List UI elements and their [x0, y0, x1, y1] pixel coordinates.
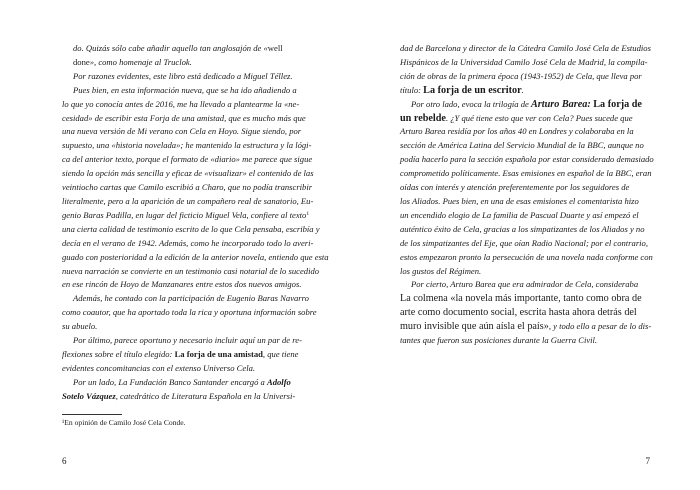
- text-line: [62, 125, 304, 139]
- text-span: en ese rincón de Hoyo de Manzanares entre estos dos nuevos amigos.: [62, 279, 302, 290]
- text-line: [62, 251, 329, 265]
- text-span: Por último, parece oportuno y necesario incluir aquí un par de re-: [73, 335, 302, 346]
- text-line: [62, 278, 304, 292]
- text-span: veintiocho cartas que Camilo escribió a Charo, que no podía transcribir: [62, 182, 313, 193]
- text-line: [400, 251, 653, 265]
- text-span: . ¿Y qué tiene esto que ver con Cela? Pues sucede que: [445, 112, 633, 123]
- text-span: título:: [400, 84, 424, 95]
- text-line: [400, 56, 648, 70]
- text-span: de los simpatizantes del Eje, que oían Radio Nacional; por el contrario,: [400, 237, 649, 248]
- text-span: 1: [306, 210, 310, 217]
- text-span: do. Quizás sólo cabe añadir aquello tan anglosajón de «: [73, 43, 268, 53]
- text-line: [62, 153, 313, 167]
- text-span: flexiones sobre el título elegido:: [62, 348, 175, 359]
- text-line: [400, 306, 642, 320]
- text-span: guado con posterioridad a la edición de la anterior novela, entiendo que esta: [62, 251, 329, 262]
- text-line: [62, 265, 320, 279]
- text-line: [400, 153, 654, 167]
- text-line: [62, 237, 314, 251]
- text-line: [400, 42, 651, 56]
- page-number-left: 6: [62, 456, 67, 466]
- text-line: [400, 112, 642, 126]
- text-span: dad de Barcelona y director de la Cátedra Camilo José Cela de Estudios: [400, 43, 651, 53]
- text-span: La forja de una amistad: [174, 348, 263, 359]
- text-span: un rebelde: [400, 112, 446, 124]
- text-line: [62, 139, 312, 153]
- text-span: muro invisible que aún aísla el país»: [400, 321, 549, 333]
- left-page-text: [62, 42, 329, 404]
- text-span: La forja de: [593, 98, 642, 110]
- text-span: genio Baras Padilla, en lugar del ficticio Miguel Vela, confiere al texto: [62, 209, 307, 220]
- text-span: Adolfo: [266, 376, 291, 387]
- text-line: [400, 84, 642, 98]
- text-line: [62, 56, 304, 70]
- text-span: literalmente, pero a la aparición de un compañero real de sanatorio, Eu-: [62, 195, 314, 206]
- text-span: ción de obras de la primera época (1943-1952) de Cela, que lleva por: [400, 70, 642, 81]
- text-line: [62, 112, 304, 126]
- text-line: [400, 265, 642, 279]
- right-page: [350, 0, 700, 490]
- text-span: Arturo Barea residía por los años 40 en Londres y colaboraba en la: [400, 126, 634, 137]
- text-span: auténtico éxito de Cela, gracias a los simpatizantes de los Aliados y no: [400, 223, 645, 234]
- text-span: La forja de un escritor: [423, 84, 522, 96]
- text-line: [62, 390, 304, 404]
- text-line: [62, 292, 309, 306]
- text-line: [400, 139, 642, 153]
- text-span: su abuelo.: [62, 321, 98, 332]
- text-span: una cierta calidad de testimonio escrito de lo que Cela pensaba, escribía y: [62, 223, 320, 234]
- text-span: estos empezaron pronto la persecución de una novela nada conforme con: [400, 251, 653, 262]
- text-span: arte como documento social, escrita hasta ahora detrás del: [400, 307, 637, 319]
- text-span: La colmena «la novela más importante, tanto como obra de: [400, 293, 642, 305]
- text-line: [62, 320, 304, 334]
- text-span: Pues bien, en esta información nueva, que se ha ido añadiendo a: [73, 84, 297, 95]
- text-line: [62, 181, 313, 195]
- text-span: decía en el verano de 1942. Además, como he incorporado todo lo averi-: [62, 237, 314, 248]
- text-span: podía hacerlo para la sección española por estar considerado demasiado: [400, 154, 654, 165]
- text-line: [400, 292, 642, 306]
- footnote: ¹En opinión de Camilo José Cela Conde.: [62, 418, 186, 427]
- text-line: [400, 334, 642, 348]
- text-span: tantes que fueron sus posiciones durante la Guerra Civil.: [400, 335, 598, 346]
- text-span: », como homenaje al Truclok.: [89, 56, 192, 67]
- text-line: [400, 167, 652, 181]
- text-span: nueva narración se convierte en un testimonio casi notarial de lo sucedido: [62, 265, 320, 276]
- text-line: [62, 223, 320, 237]
- text-span: Por un lado, La Fundación Banco Santander encargó a: [73, 376, 267, 387]
- text-line: [62, 70, 304, 84]
- text-line: [62, 167, 314, 181]
- text-span: Además, he contado con la participación de Eugenio Baras Navarro: [73, 293, 309, 304]
- text-span: done: [73, 56, 90, 67]
- text-span: Hispánicos de la Universidad Camilo José Cela de Madrid, la compila-: [400, 56, 648, 67]
- text-span: siendo la opción más sencilla y eficaz de «visualizar» el contenido de las: [62, 168, 314, 179]
- text-line: [400, 237, 649, 251]
- text-line: [62, 209, 310, 223]
- text-span: Por cierto, Arturo Barea que era admirador de Cela, consideraba: [411, 279, 639, 290]
- text-span: , catedrático de Literatura Española en la Universi-: [115, 390, 296, 401]
- text-line: [62, 306, 317, 320]
- text-span: supuesto, una «historia novelada»; he mantenido la estructura y la lógi-: [62, 140, 312, 151]
- text-line: [62, 362, 304, 376]
- text-span: una nueva versión de Mi verano con Cela en Hoyo. Sigue siendo, por: [62, 126, 302, 137]
- text-span: Arturo Barea:: [530, 98, 594, 110]
- text-span: , que tiene: [262, 348, 299, 359]
- text-line: [62, 376, 304, 390]
- text-span: Por otro lado, evoca la trilogía de: [411, 98, 531, 109]
- text-span: .: [521, 84, 524, 95]
- text-line: [400, 70, 642, 84]
- text-line: [62, 42, 304, 56]
- text-span: cesidad» de escribir esta Forja de una amistad, que es mucho más que: [62, 112, 306, 123]
- text-line: [62, 348, 304, 362]
- text-span: Por razones evidentes, este libro está dedicado a Miguel Téllez.: [73, 70, 293, 81]
- text-span: sección de América Latina del Servicio Mundial de la BBC, aunque no: [400, 140, 644, 151]
- text-line: [62, 98, 304, 112]
- footnote-rule: [62, 414, 122, 415]
- text-line: [400, 98, 642, 112]
- text-span: well: [267, 43, 283, 53]
- text-span: como coautor, que ha aportado toda la rica y oportuna información sobre: [62, 307, 317, 318]
- text-span: evidentes concomitancias con el extenso Universo Cela.: [62, 362, 256, 373]
- text-line: [400, 195, 642, 209]
- text-line: [400, 278, 642, 292]
- text-line: [62, 84, 304, 98]
- text-span: los gustos del Régimen.: [400, 265, 482, 276]
- text-line: [400, 223, 645, 237]
- text-span: Sotelo Vázquez: [62, 390, 116, 401]
- text-line: [400, 181, 642, 195]
- page-number-right: 7: [645, 456, 650, 466]
- right-page-text: [400, 42, 654, 348]
- text-span: comprometido políticamente. Esas emisiones en español de la BBC, eran: [400, 168, 652, 179]
- text-span: los Aliados. Pues bien, en una de esas emisiones el comentarista hizo: [400, 195, 639, 206]
- text-line: [62, 195, 314, 209]
- text-span: lo que yo conocía antes de 2016, me ha llevado a plantearme la «ne-: [62, 98, 300, 109]
- text-line: [62, 334, 304, 348]
- text-span: un encendido elogio de La familia de Pascual Duarte y así empezó el: [400, 209, 639, 220]
- text-line: [400, 209, 642, 223]
- text-span: oídas con interés y atención preferentemente por los seguidores de: [400, 182, 630, 193]
- text-span: ca del anterior texto, porque el formato de «diario» me parece que sigue: [62, 154, 313, 165]
- text-span: , y todo ello a pesar de lo dis-: [548, 321, 652, 332]
- text-line: [400, 320, 652, 334]
- text-line: [400, 125, 642, 139]
